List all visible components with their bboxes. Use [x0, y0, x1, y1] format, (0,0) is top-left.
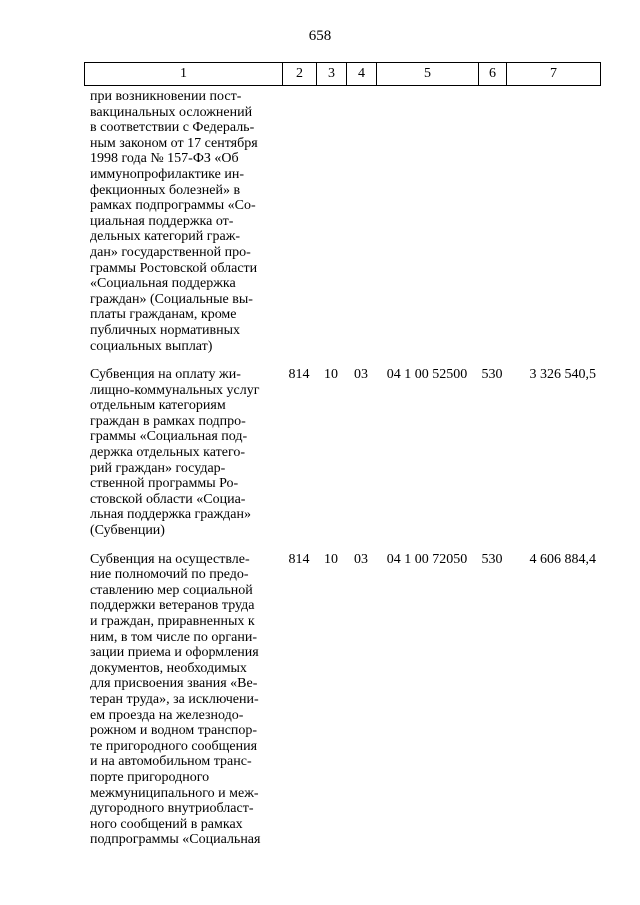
row-col4: [346, 89, 376, 354]
row-description: при возникновении пост- вакцинальных осложнений в соответствии с Федераль- ным законом от 17 сентября 1998 года № 157-ФЗ «Об иммунопрофилактике ин- фекционных болезней» в рамках подпрограммы «Со- циальная поддержка от- дельных категорий граж- дан» государственной про- граммы Ростовской области «Социальная поддержка граждан» (Социальные вы- платы гражданам, кроме публичных нормативных социальных выплат): [90, 89, 258, 354]
row-col3: 10: [324, 551, 338, 567]
row-col7: [506, 89, 600, 354]
row-col6: [478, 89, 506, 354]
row-col5: 04 1 00 52500: [386, 367, 468, 383]
row-col7: 3 326 540,5: [529, 367, 596, 383]
row-col2: [282, 89, 316, 354]
column-header-1: 1: [85, 63, 283, 86]
row-col7: 4 606 884,4: [529, 551, 596, 567]
row-col3: [316, 89, 346, 354]
column-header-6: 6: [479, 63, 507, 86]
table-row: [84, 539, 600, 848]
row-col5: [376, 89, 478, 354]
header-row: [85, 63, 601, 86]
row-col4: 03: [354, 551, 368, 567]
column-header-5: 5: [377, 63, 479, 86]
row-col5: 04 1 00 72050: [386, 551, 468, 567]
budget-table: [84, 89, 600, 848]
row-col2: 814: [288, 367, 310, 383]
row-col6: 530: [481, 367, 503, 383]
page-number: 658: [308, 28, 332, 44]
row-description: Субвенция на оплату жи- лищно-коммунальных услуг отдельным категориям граждан в рамках подпро- граммы «Социальная под- держка отдельных катего- рий граждан» государ- ственной программы Ро- стовской области «Социа- льная поддержка граждан» (Субвенции): [90, 367, 260, 539]
row-col4: 03: [354, 367, 368, 383]
column-header-3: 3: [317, 63, 347, 86]
column-header-2: 2: [283, 63, 317, 86]
row-description: Субвенция на осуществле- ние полномочий по предо- ставлению мер социальной поддержки ветеранов труда и граждан, приравненных к ним, в том числе по органи- зации приема и оформления документов, необходимых для присвоения звания «Ве- теран труда», за исключени- ем проезда на железнодо- рожном и водном транспор- те пригородного сообщения и на автомобильном транс- порте пригородного межмуниципального и меж- дугородного внутриобласт- ного сообщений в рамках подпрограммы «Социальная: [90, 551, 261, 848]
table-header: [84, 62, 601, 86]
table-row: [84, 354, 600, 539]
row-col2: 814: [288, 551, 310, 567]
column-header-4: 4: [347, 63, 377, 86]
column-header-7: 7: [507, 63, 601, 86]
row-col3: 10: [324, 367, 338, 383]
row-col6: 530: [481, 551, 503, 567]
table-row: [84, 89, 600, 354]
